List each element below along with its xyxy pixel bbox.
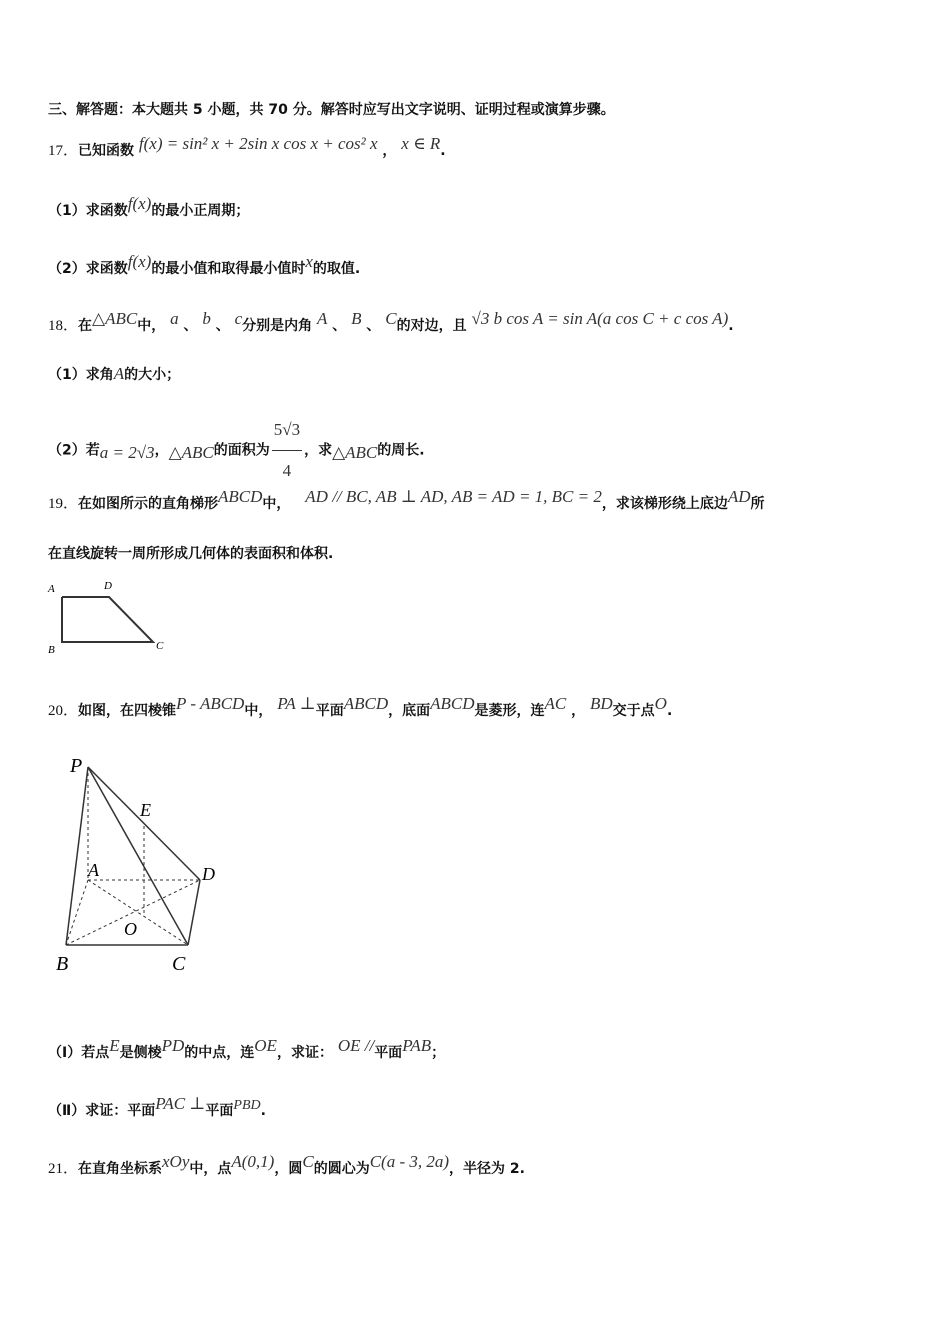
pyr-label-A: A	[88, 860, 99, 880]
trap-label-A: A	[48, 583, 55, 595]
q18-t4: 的对边，且	[396, 318, 467, 334]
q18-number: 18．	[48, 318, 79, 334]
q18-A: A	[317, 309, 328, 328]
pyr-label-E: E	[140, 800, 151, 820]
q20-p1-OE-parallel: OE //	[337, 1036, 375, 1055]
q17-p2-label: （2）求函数	[48, 261, 128, 277]
q18-t3: 分别是内角	[242, 318, 313, 334]
q18-C: C	[385, 309, 397, 328]
q17-formula: f(x) = sin² x + 2sin x cos x + cos² x	[138, 134, 378, 153]
q21-C: C	[302, 1152, 314, 1171]
q20-p1-PAB: PAB	[402, 1036, 432, 1055]
q19-t1: 在如图所示的直角梯形	[78, 496, 219, 512]
q21-t2: 中，点	[189, 1161, 232, 1177]
q18-B: B	[351, 309, 362, 328]
pyr-label-O: O	[124, 919, 137, 939]
q20-p1-t4: 平面	[374, 1045, 403, 1061]
q19-stem	[48, 487, 765, 514]
q18-part1	[48, 364, 180, 385]
q20-part2: （Ⅱ）求证：平面PAC ⊥平面PBD.	[48, 1094, 266, 1119]
q17-number: 17．	[48, 143, 79, 159]
section-header: 三、解答题：本大题共 5 小题，共 70 分。解答时应写出文字说明、证明过程或演算步骤。	[48, 102, 615, 118]
q20-p1-t3: ，求证：	[276, 1045, 333, 1061]
q20-o: O	[654, 694, 667, 713]
q17-prefix: 已知函数	[78, 143, 135, 159]
pyr-label-P: P	[70, 755, 83, 777]
q18-equation: √3 b cos A = sin A(a cos C + c cos A)	[471, 309, 729, 328]
q18-p2-triangle: △ABC	[168, 442, 214, 462]
q18-p2-triangle2: △ABC	[332, 442, 378, 462]
q18-p2-t3: 的周长.	[377, 442, 425, 459]
q18-part2: （2）若a = 2√3，△ABC的面积为 $\frac{5√3}{4}$ ，求△ABC的周长.	[48, 410, 425, 450]
q20-pa: PA ⊥	[277, 694, 316, 713]
q21-t5: ，半径为 2.	[449, 1161, 525, 1177]
q21-t3: ，圆	[274, 1161, 303, 1177]
q20-t6: 交于点	[612, 703, 655, 719]
q19-t4: 所	[750, 496, 765, 512]
q18-p2-a: a = 2√3	[99, 442, 155, 462]
q21-center: C(a - 3, 2a)	[369, 1152, 450, 1171]
trapezoid-outline	[62, 597, 153, 642]
q17-domain: x ∈ R	[401, 134, 441, 153]
q20-number: 20．	[48, 703, 79, 719]
q18-triangle: △ABC	[92, 309, 138, 328]
q20-p1-E: E	[109, 1036, 120, 1055]
trapezoid-figure	[42, 575, 182, 660]
q20-p1-OE: OE	[254, 1036, 277, 1055]
q17-p2-end: 的取值.	[312, 261, 361, 277]
q20-t4: ，底面	[388, 703, 431, 719]
q21-number: 21．	[48, 1161, 79, 1177]
fraction-denominator: 4	[282, 461, 292, 480]
q19-t2: 中，	[262, 496, 291, 512]
q17-p1-text: 的最小正周期；	[151, 203, 250, 219]
q17-p2-text: 的最小值和取得最小值时	[151, 261, 306, 277]
edge-PB	[66, 767, 88, 945]
q21-t1: 在直角坐标系	[78, 1161, 163, 1177]
q19-ad: AD	[727, 487, 751, 506]
edge-CD	[188, 880, 200, 945]
fraction-numerator: 5√3	[272, 410, 302, 451]
q20-ac: AC	[544, 694, 567, 713]
q20-p1-t2: 的中点，连	[184, 1045, 255, 1061]
q18-p1-label: （1）求角	[48, 367, 114, 383]
q18-p1-A: A	[113, 364, 125, 383]
edge-PC	[88, 767, 188, 945]
q19-line2: 在直线旋转一周所形成几何体的表面积和体积.	[48, 546, 334, 562]
q20-p2-t1: 平面	[205, 1103, 234, 1119]
q21-stem	[48, 1152, 525, 1179]
q21-point-A: A(0,1)	[231, 1152, 275, 1171]
q20-stem: 20．如图，在四棱锥P - ABCD中， PA ⊥平面ABCD，底面ABCD是菱形，连AC ， BD交于点O.	[48, 694, 673, 719]
q17-part1	[48, 194, 250, 221]
q17-stem: 17．已知函数 f(x) = sin² x + 2sin x cos x + cos² x ， x ∈ R.	[48, 134, 446, 159]
q17-p2-x: x	[305, 252, 313, 271]
q18-a: a	[170, 309, 179, 328]
q18-t1: 在	[78, 318, 93, 334]
q20-t2: 中，	[244, 703, 273, 719]
q20-t5: 是菱形，连	[474, 703, 545, 719]
q18-c: c	[234, 309, 243, 328]
q17-p1-fx: f(x)	[127, 194, 152, 213]
q19-abcd: ABCD	[218, 487, 263, 506]
q21-xoy: xOy	[162, 1152, 190, 1171]
q20-part1: （Ⅰ）若点E是侧棱PD的中点，连OE，求证： OE //平面PAB；	[48, 1036, 446, 1061]
q20-abcd: ABCD	[343, 694, 389, 713]
q20-p2-PBD: PBD	[233, 1098, 261, 1113]
q20-p2-label: （Ⅱ）求证：平面	[48, 1103, 156, 1119]
q18-p2-t2: ，求	[304, 442, 333, 459]
q20-t3: 平面	[315, 703, 344, 719]
q20-abcd2: ABCD	[430, 694, 475, 713]
q19-number: 19．	[48, 496, 79, 512]
q18-stem: 18．在△ABC中， a 、 b 、 c分别是内角 A 、 B 、 C的对边，且 √3 b cos A = sin A(a cos C + c cos A).	[48, 309, 734, 334]
q17-p2-fx: f(x)	[127, 252, 152, 271]
q18-p2-label: （2）若	[48, 442, 100, 459]
q21-t4: 的圆心为	[313, 1161, 370, 1177]
q20-t1: 如图，在四棱锥	[78, 703, 177, 719]
trap-label-B: B	[48, 644, 55, 656]
q20-p1-t1: 是侧棱	[119, 1045, 162, 1061]
q18-t2: 中，	[137, 318, 166, 334]
q19-t3: ，求该梯形绕上底边	[601, 496, 728, 512]
q17-part2	[48, 252, 361, 279]
q20-bd: BD	[590, 694, 613, 713]
q18-p1-text: 的大小；	[124, 367, 181, 383]
q18-area-fraction	[272, 410, 302, 491]
q17-p1-label: （1）求函数	[48, 203, 128, 219]
q20-p1-label: （Ⅰ）若点	[48, 1045, 110, 1061]
q20-p2-PAC: PAC ⊥	[155, 1094, 206, 1113]
trap-label-C: C	[156, 640, 164, 652]
trap-label-D: D	[104, 580, 112, 592]
diag-AC	[88, 880, 188, 945]
pyr-label-B: B	[56, 953, 69, 975]
pyr-label-C: C	[172, 953, 186, 975]
q18-p2-t1: 的面积为	[213, 442, 270, 459]
pyramid-figure	[50, 750, 230, 980]
q18-b: b	[202, 309, 211, 328]
pyr-label-D: D	[202, 864, 215, 884]
q20-p1-PD: PD	[161, 1036, 185, 1055]
q20-pabcd: P - ABCD	[176, 694, 245, 713]
q19-condition: AD // BC, AB ⊥ AD, AB = AD = 1, BC = 2	[305, 487, 602, 506]
